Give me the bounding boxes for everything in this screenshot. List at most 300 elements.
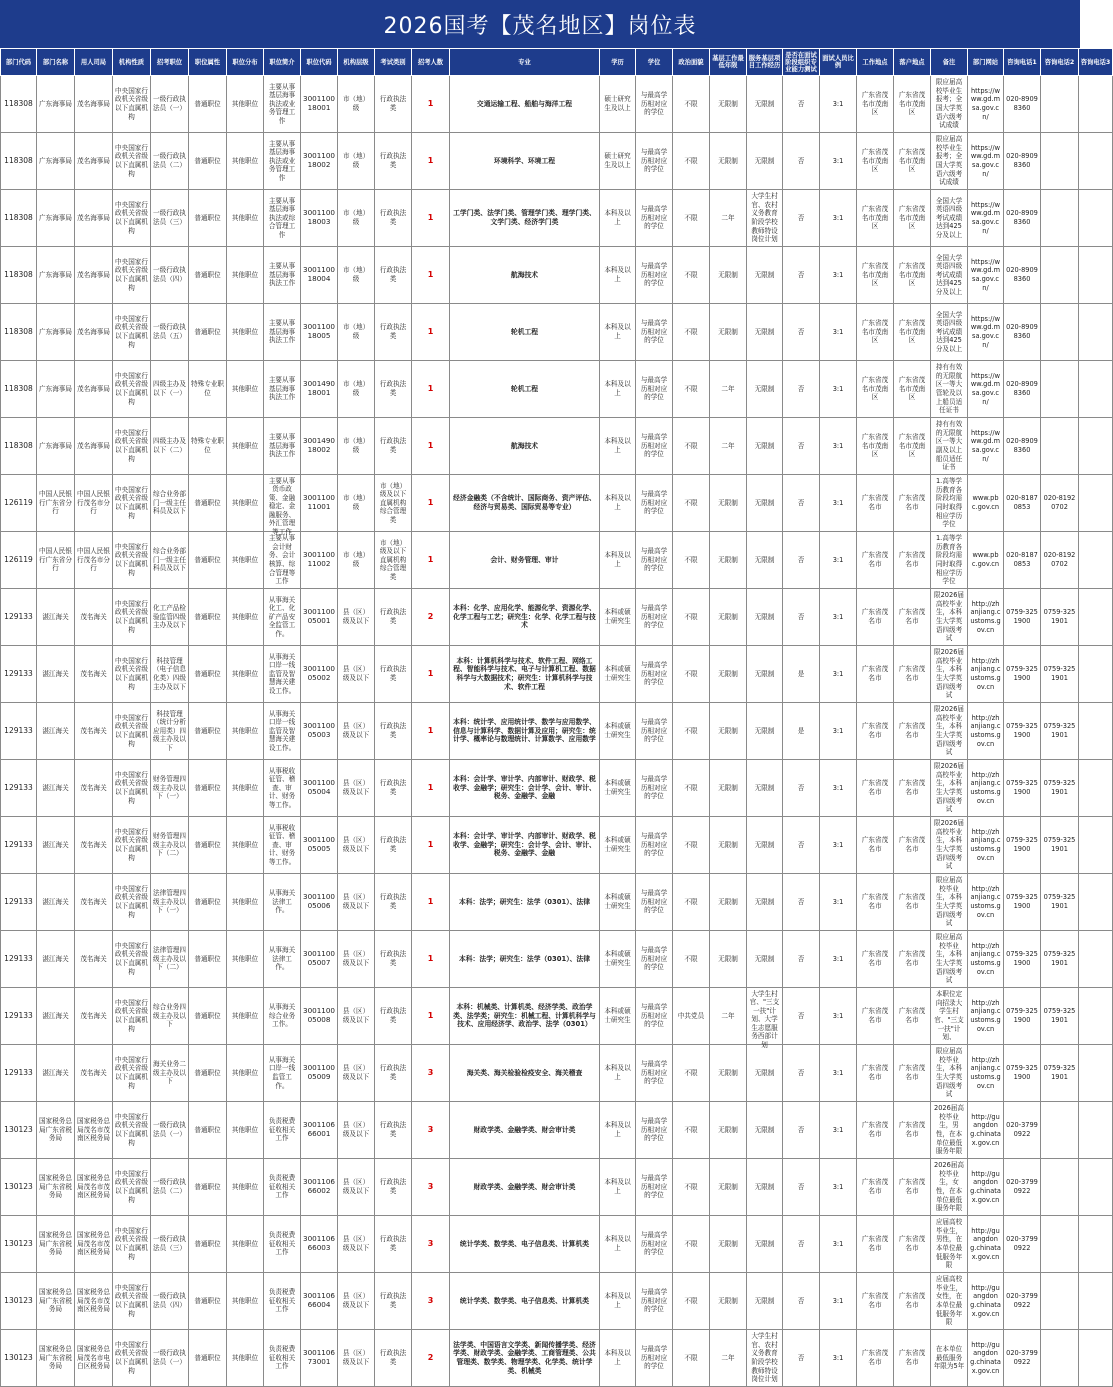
cell-text: 300110018004 (303, 265, 336, 283)
cell-text: 本科：法学；研究生：法学（0301）、法律 (458, 897, 591, 906)
table-cell (1004, 418, 1041, 475)
cell-text: 行政执法类 (379, 1292, 407, 1309)
cell-text: 行政执法类 (379, 152, 407, 169)
table-cell (227, 76, 264, 133)
cell-text: 广东省茂名市茂南区 (861, 376, 889, 402)
table-cell (264, 760, 301, 817)
cell-text: 国家税务总局广东省税务局 (39, 1288, 72, 1314)
table-cell (1004, 1273, 1041, 1330)
table-cell (412, 418, 450, 475)
cell-text: 020-89098360 (1006, 266, 1038, 283)
table-cell (412, 133, 450, 190)
cell-text: 二年 (721, 441, 735, 450)
cell-text: 3 (427, 1295, 434, 1305)
table-cell (710, 1330, 747, 1387)
table-cell (968, 1216, 1004, 1273)
table-cell (450, 1159, 600, 1216)
table-cell (37, 703, 75, 760)
cell-text: 普通职位 (194, 954, 221, 963)
table-cell (264, 988, 301, 1045)
table-cell (710, 247, 747, 304)
table-row (1, 1273, 1113, 1330)
table-cell (264, 133, 301, 190)
cell-text: 不限 (684, 498, 698, 507)
table-cell (151, 703, 189, 760)
table-cell (1004, 190, 1041, 247)
table-cell (1, 589, 37, 646)
cell-text: 四级主办及以下（一） (153, 380, 186, 397)
table-cell (1, 817, 37, 874)
table-cell (931, 703, 968, 760)
column-header: 职位代码 (301, 49, 338, 76)
table-cell (894, 931, 931, 988)
table-cell (1, 475, 37, 532)
cell-text: 县（区）级及以下 (342, 722, 370, 739)
table-cell (783, 931, 820, 988)
cell-text: 其他职位 (231, 441, 259, 450)
cell-text: 无限制 (718, 1239, 738, 1248)
table-cell (783, 1045, 820, 1102)
cell-text: 茂名海事局 (77, 327, 110, 336)
table-cell (301, 1330, 338, 1387)
table-cell (189, 1159, 227, 1216)
table-cell (673, 1216, 710, 1273)
table-cell (412, 76, 450, 133)
table-cell (227, 133, 264, 190)
column-header: 招考职位 (151, 49, 189, 76)
cell-text: 不限 (684, 327, 698, 336)
cell-text: 广东海事局 (39, 99, 72, 108)
cell-text: 3:1 (832, 555, 844, 564)
cell-text: 广东海事局 (39, 213, 72, 222)
cell-text: 无限制 (754, 1182, 775, 1191)
cell-text: 3:1 (832, 156, 844, 165)
table-cell (37, 760, 75, 817)
table-cell (412, 760, 450, 817)
table-cell (1079, 361, 1113, 418)
table-cell (37, 1216, 75, 1273)
cell-text: 300110005006 (303, 892, 336, 910)
cell-text: 020-81870853 (1006, 494, 1038, 511)
table-cell (1004, 76, 1041, 133)
table-cell (820, 703, 857, 760)
cell-text: 其他职位 (231, 1011, 259, 1020)
table-cell (189, 874, 227, 931)
table-cell (931, 589, 968, 646)
table-cell (931, 874, 968, 931)
table-cell (301, 1216, 338, 1273)
cell-text: 工学门类、法学门类、管理学门类、理学门类、文学门类、经济学门类 (453, 209, 596, 226)
cell-text: 主要从事货币政策、金融稳定、金融服务、外汇管理等工作 (268, 476, 296, 537)
cell-text: 轮机工程 (510, 384, 539, 393)
table-cell (227, 760, 264, 817)
table-cell (894, 190, 931, 247)
table-cell (338, 1159, 375, 1216)
table-cell (450, 247, 600, 304)
table-cell (783, 760, 820, 817)
cell-text: 与最高学历相对应的学位 (640, 1060, 668, 1086)
table-cell (450, 760, 600, 817)
cell-text: 其他职位 (231, 669, 259, 678)
cell-text: 统计学类、数学类、电子信息类、计算机类 (459, 1296, 590, 1305)
table-cell (412, 589, 450, 646)
column-header: 面试人员比例 (820, 49, 857, 76)
table-cell (450, 532, 600, 589)
table-cell (301, 931, 338, 988)
table-cell (820, 304, 857, 361)
cell-text: 茂名海事局 (77, 156, 110, 165)
table-cell (1, 988, 37, 1045)
table-cell (1, 247, 37, 304)
cell-text: 020-89098360 (1006, 209, 1038, 226)
table-cell (931, 1159, 968, 1216)
cell-text: 广东海事局 (39, 327, 72, 336)
cell-text: 300110018005 (303, 322, 336, 340)
cell-text: 本职位定向招录大学生村官、"三支一扶"计划、 (934, 990, 964, 1042)
cell-text: 与最高学历相对应的学位 (640, 1231, 668, 1257)
cell-text: http://zhanjiang.customs.gov.cn (970, 827, 1001, 862)
table-cell (600, 1216, 636, 1273)
cell-text: 1 (427, 554, 434, 564)
cell-text: 300110666001 (303, 1120, 336, 1138)
table-cell (301, 1045, 338, 1102)
cell-text: 118308 (4, 440, 33, 450)
table-cell (600, 247, 636, 304)
cell-text: 二年 (721, 384, 735, 393)
table-cell (1041, 190, 1079, 247)
table-cell (412, 475, 450, 532)
table-cell (264, 1216, 301, 1273)
table-cell (189, 988, 227, 1045)
table-cell (37, 1273, 75, 1330)
table-cell (375, 817, 412, 874)
table-cell (1041, 1273, 1079, 1330)
table-cell (747, 1045, 783, 1102)
table-cell (636, 190, 673, 247)
table-cell (820, 133, 857, 190)
cell-text: 广东省茂名市 (898, 551, 926, 568)
table-cell (968, 133, 1004, 190)
table-cell (857, 646, 894, 703)
cell-text: 否 (797, 840, 805, 849)
cell-text: 负责税费征收相关工作 (268, 1288, 296, 1314)
table-cell (113, 931, 151, 988)
cell-text: 中央国家行政机关省级以下直属机构 (115, 428, 148, 463)
cell-text: 中央国家行政机关省级以下直属机构 (115, 200, 148, 235)
cell-text: 130123 (4, 1352, 33, 1362)
table-cell (301, 874, 338, 931)
table-cell (783, 190, 820, 247)
table-cell (338, 133, 375, 190)
cell-text: 否 (797, 327, 805, 336)
cell-text: 全国大学英语四级考试成绩达到425分及以上 (935, 253, 963, 296)
cell-text: 300110005005 (303, 835, 336, 853)
cell-text: 中央国家行政机关省级以下直属机构 (115, 998, 148, 1033)
table-cell (747, 304, 783, 361)
table-cell (968, 247, 1004, 304)
table-cell (710, 874, 747, 931)
cell-text: 否 (797, 498, 805, 507)
cell-text: 3 (427, 1067, 434, 1077)
cell-text: 3:1 (832, 1296, 844, 1305)
cell-text: 不限 (684, 1353, 698, 1362)
table-cell (189, 1273, 227, 1330)
table-cell (113, 133, 151, 190)
table-cell (710, 190, 747, 247)
table-cell (264, 703, 301, 760)
table-cell (820, 589, 857, 646)
cell-text: 茂名海事局 (77, 213, 110, 222)
table-cell (1004, 475, 1041, 532)
table-cell (747, 931, 783, 988)
cell-text: 本科及以上 (604, 209, 631, 226)
table-cell (75, 1216, 113, 1273)
cell-text: 行政执法类 (379, 1121, 407, 1138)
cell-text: 广东省茂名市 (861, 1235, 889, 1252)
table-cell (857, 817, 894, 874)
cell-text: 县（区）级及以下 (342, 1064, 370, 1081)
cell-text: 与最高学历相对应的学位 (640, 376, 668, 402)
cell-text: 广东省茂名市 (861, 551, 889, 568)
table-cell (820, 1102, 857, 1159)
cell-text: 财务管理四级主办及以下（一） (153, 775, 186, 801)
cell-text: 县（区）级及以下 (342, 779, 370, 796)
table-cell (600, 475, 636, 532)
cell-text: 广东省茂名市茂南区 (861, 319, 889, 345)
table-cell (783, 304, 820, 361)
cell-text: 茂名海关 (80, 954, 107, 963)
table-cell (710, 532, 747, 589)
table-cell (1, 1102, 37, 1159)
table-cell (113, 874, 151, 931)
cell-text: 财政学类、金融学类、财会审计类 (473, 1125, 576, 1134)
cell-text: 与最高学历相对应的学位 (640, 319, 668, 345)
table-cell (857, 1159, 894, 1216)
cell-text: 其他职位 (231, 726, 259, 735)
cell-text: 普通职位 (194, 726, 221, 735)
table-cell (264, 361, 301, 418)
table-cell (301, 418, 338, 475)
table-cell (1079, 1273, 1113, 1330)
table-cell (375, 988, 412, 1045)
table-cell (338, 1330, 375, 1387)
cell-text: www.pbc.gov.cn (971, 551, 1000, 568)
cell-text: 0759-3251900 (1006, 836, 1038, 853)
table-cell (636, 1102, 673, 1159)
table-cell (968, 646, 1004, 703)
table-cell (264, 1330, 301, 1387)
table-cell (894, 133, 931, 190)
cell-text: 海关类、海关检验检疫安全、海关稽查 (466, 1068, 583, 1077)
table-cell (747, 760, 783, 817)
cell-text: 广东省茂名市 (861, 665, 889, 682)
cell-text: 本科及以上 (604, 494, 631, 511)
cell-text: 020-89098360 (1006, 380, 1038, 397)
cell-text: 与最高学历相对应的学位 (640, 775, 668, 801)
cell-text: 3:1 (832, 669, 844, 678)
cell-text: 广东省茂名市 (898, 1235, 926, 1252)
table-cell (636, 646, 673, 703)
cell-text: 中央国家行政机关省级以下直属机构 (115, 1340, 148, 1375)
cell-text: 与最高学历相对应的学位 (640, 547, 668, 573)
table-cell (710, 304, 747, 361)
cell-text: 129133 (4, 1010, 33, 1020)
cell-text: 行政执法类 (379, 1007, 407, 1024)
table-cell (1041, 1045, 1079, 1102)
table-cell (673, 1102, 710, 1159)
column-header: 工作地点 (857, 49, 894, 76)
table-cell (673, 304, 710, 361)
cell-text: https://www.gd.msa.gov.cn/ (970, 257, 1001, 292)
cell-text: 广东省茂名市茂南区 (898, 433, 926, 459)
cell-text: 行政执法类 (379, 1178, 407, 1195)
cell-text: 二年 (721, 1353, 735, 1362)
cell-text: 1 (427, 1010, 434, 1020)
table-cell (1041, 988, 1079, 1045)
cell-text: 1 (427, 155, 434, 165)
table-cell (264, 76, 301, 133)
table-cell (1004, 1045, 1041, 1102)
table-cell (1079, 646, 1113, 703)
table-cell (747, 874, 783, 931)
cell-text: 与最高学历相对应的学位 (640, 661, 668, 687)
table-cell (1, 133, 37, 190)
cell-text: 湛江海关 (42, 612, 69, 621)
table-cell (894, 1102, 931, 1159)
table-cell (636, 817, 673, 874)
cell-text: 300110018003 (303, 208, 336, 226)
cell-text: 本科或硕士研究生 (604, 665, 631, 682)
cell-text: 广东省茂名市 (898, 779, 926, 796)
table-cell (151, 418, 189, 475)
table-cell (37, 1330, 75, 1387)
table-cell (1004, 988, 1041, 1045)
table-cell (673, 76, 710, 133)
cell-text: 300110673001 (303, 1348, 336, 1366)
cell-text: 一级行政执法员（一） (153, 1349, 186, 1366)
table-cell (37, 76, 75, 133)
table-cell (1041, 304, 1079, 361)
cell-text: 本科及以上 (604, 1121, 631, 1138)
cell-text: 广东省茂名市 (898, 950, 926, 967)
cell-text: 一级行政执法员（四） (153, 266, 186, 283)
cell-text: 300110011002 (303, 550, 336, 568)
table-row (1, 817, 1113, 874)
cell-text: 3:1 (832, 897, 844, 906)
cell-text: 本科及以上 (604, 1178, 631, 1195)
table-cell (1004, 532, 1041, 589)
table-cell (113, 1159, 151, 1216)
cell-text: 持有有效的无限航区一等大副及以上船员适任证书 (935, 420, 963, 472)
table-cell (75, 703, 113, 760)
table-cell (151, 1159, 189, 1216)
cell-text: 科技管理（统计分析应用类）四级主办及以下 (153, 709, 186, 752)
table-cell (710, 646, 747, 703)
cell-text: https://www.gd.msa.gov.cn/ (970, 143, 1001, 178)
cell-text: 普通职位 (194, 612, 221, 621)
table-cell (636, 304, 673, 361)
cell-text: 无限制 (754, 783, 775, 792)
cell-text: 与最高学历相对应的学位 (640, 205, 668, 231)
cell-text: 中国人民银行广东省分行 (39, 547, 72, 573)
cell-text: 航海技术 (510, 441, 539, 450)
table-cell (264, 247, 301, 304)
table-cell (894, 304, 931, 361)
cell-text: 广东省茂名市 (898, 1064, 926, 1081)
table-cell (37, 247, 75, 304)
cell-text: 行政执法类 (379, 608, 407, 625)
cell-text: 129133 (4, 896, 33, 906)
table-cell (1041, 247, 1079, 304)
cell-text: 广东省茂名市 (861, 1349, 889, 1366)
cell-text: 不限 (684, 270, 698, 279)
table-cell (783, 874, 820, 931)
cell-text: 020-81920702 (1043, 551, 1076, 568)
table-cell (227, 1159, 264, 1216)
table-cell (412, 190, 450, 247)
cell-text: 硕士研究生及以上 (604, 152, 631, 169)
cell-text: 中央国家行政机关省级以下直属机构 (115, 485, 148, 520)
table-cell (375, 361, 412, 418)
header-row (1, 49, 1113, 76)
cell-text: 国家税务总局茂名市茂南区税务局 (77, 1174, 110, 1200)
cell-text: 一级行政执法员（二） (153, 1178, 186, 1195)
cell-text: 县（区）级及以下 (342, 1292, 370, 1309)
table-cell (227, 817, 264, 874)
cell-text: 129133 (4, 668, 33, 678)
cell-text: 县（区）级及以下 (342, 836, 370, 853)
cell-text: 其他职位 (231, 1353, 259, 1362)
cell-text: 茂名海事局 (77, 384, 110, 393)
cell-text: 不限 (684, 384, 698, 393)
table-cell (747, 418, 783, 475)
cell-text: 3:1 (832, 498, 844, 507)
table-cell (1, 931, 37, 988)
table-cell (227, 703, 264, 760)
cell-text: 本科：统计学、应用统计学、数学与应用数学、信息与计算科学、数据计算及应用；研究生：统计学、概率论与数理统计、计算数学、应用数学 (453, 718, 596, 744)
table-cell (1, 532, 37, 589)
table-cell (75, 475, 113, 532)
cell-text: 中央国家行政机关省级以下直属机构 (115, 1226, 148, 1261)
table-cell (747, 475, 783, 532)
cell-text: 否 (797, 555, 805, 564)
cell-text: 广东省茂名市 (861, 950, 889, 967)
cell-text: 本科及以上 (604, 1349, 631, 1366)
table-cell (1079, 76, 1113, 133)
table-cell (636, 361, 673, 418)
cell-text: 其他职位 (231, 327, 259, 336)
cell-text: 本科：计算机科学与技术、软件工程、网络工程、智能科学与技术、电子与计算机工程、数据科学与大数据技术；研究生：计算机科学与技术、软件工程 (453, 656, 596, 691)
table-cell (820, 646, 857, 703)
cell-text: 主要从事基层海事执法工作 (268, 433, 296, 459)
table-cell (1079, 589, 1113, 646)
table-cell (113, 760, 151, 817)
column-header: 咨询电话1 (1004, 49, 1041, 76)
cell-text: 1 (427, 782, 434, 792)
cell-text: 四级主办及以下（二） (153, 437, 186, 454)
table-cell (375, 532, 412, 589)
table-cell (75, 646, 113, 703)
table-cell (600, 1330, 636, 1387)
cell-text: 118308 (4, 383, 33, 393)
cell-text: 广东省茂名市 (898, 494, 926, 511)
table-cell (600, 988, 636, 1045)
cell-text: 是 (797, 669, 805, 678)
table-cell (189, 304, 227, 361)
table-cell (75, 1330, 113, 1387)
table-cell (857, 1273, 894, 1330)
cell-text: 与最高学历相对应的学位 (640, 718, 668, 744)
